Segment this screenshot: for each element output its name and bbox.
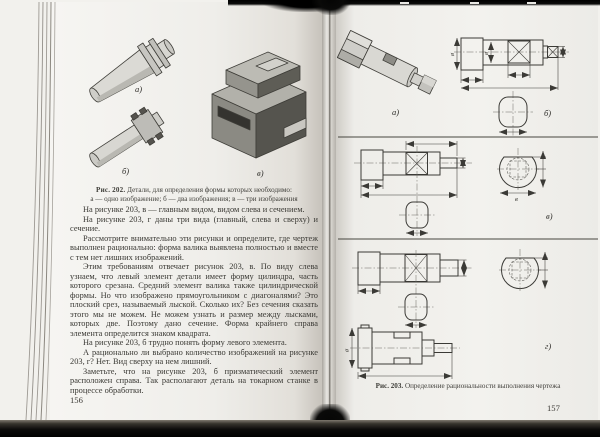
fig203-variant-b-section [493,91,533,136]
fig203-caption-number: Рис. 203. [375,382,404,390]
dim-diameter-label: ø [449,52,456,56]
fig203-label-v: в) [546,211,553,221]
paragraph: А рационально ли выбрано количество изображений на рисунке 203, г? Нет. Вид сверху на нем лишний. [70,347,318,366]
fig203-caption-text: Определение рациональности выполнения чертежа [404,382,561,390]
page-number-left: 156 [70,395,83,405]
page-number-right: 157 [547,403,560,413]
fig202-caption [70,186,318,204]
paragraph: Этим требованиям отвечает рисунок 203, в. По виду слева узнаем, что левый элемент детали имеет форму цилиндра, часть которого срезана. Средний элемент валика также цилиндрической формы. Но что изображено прямоугольником с диагоналями? Это плоский срез, называемый лыской. Сколько их? Без сечения сказать этого мы не можем. Не можем узнать и размер между лысками, которых две. Поэтому дано сечение. Форма крайнего справа элемента определится знаком квадрата. [70,262,318,338]
fig203-variant-a-drawing [337,31,439,101]
paragraph: Заметьте, что на рисунке 203, б призматический элемент расположен справа. Так располагают деталь на токарном станке в процессе обработки. [70,366,318,395]
fig203-caption [346,382,590,391]
fig202-part-a-drawing [82,31,180,112]
fig203-variant-v-side-view [497,148,546,203]
fig202-caption-number: Рис. 202. [96,186,126,194]
cover-highlight-tick [400,2,409,4]
cover-highlight-tick [527,2,536,4]
book-gutter [322,2,336,421]
fig203-variant-v-main-view [354,141,472,198]
fig202-caption-line2: а — одно изображение; б — два изображения; в — три изображения [90,194,298,203]
body-text-column [70,205,318,395]
cover-highlight-tick [470,2,479,4]
paragraph: На рисунке 203, в — главным видом, видом слева и сечением. [83,205,305,214]
fig203-variant-g-main-view [352,252,472,294]
fig203-variant-v-section [399,146,435,236]
figure-202-image [50,16,320,184]
fig202-label-v: в) [257,168,264,178]
fig202-label-b: б) [122,166,130,176]
fig203-variant-g-side-view [499,249,548,291]
fig202-part-v-drawing [212,52,306,158]
fig203-variant-b-main-view [449,38,569,90]
paragraph: Рассмотрите внимательно эти рисунки и определите, где чертеж выполнен рационально: форма валика выявлена полностью и вместе с тем нет лишних изображений. [70,233,318,262]
dim-diameter-label: ø [483,51,490,55]
figure-203-image [336,22,600,382]
book-bottom-edge [0,420,600,437]
fig203-label-b: б) [544,108,552,118]
dim-diameter-label: ø [343,348,351,352]
fig202-label-a: а) [135,84,143,94]
fig203-label-g: г) [545,341,552,351]
fig203-variant-g-section [398,250,434,328]
paragraph: На рисунке 203, б трудно понять форму левого элемента. [83,338,287,347]
fig203-label-a: а) [392,107,400,117]
paragraph: На рисунке 203, г даны три вида (главный, слева и сверху) и сечение. [70,214,318,233]
dim-width-label: в [515,196,518,203]
fig202-caption-text: Детали, для определения формы которых необходимо: [127,186,292,194]
fig203-variant-g-top-view [344,325,461,379]
spine-shadow-top [312,0,350,15]
fig202-caption-line1 [70,186,318,195]
